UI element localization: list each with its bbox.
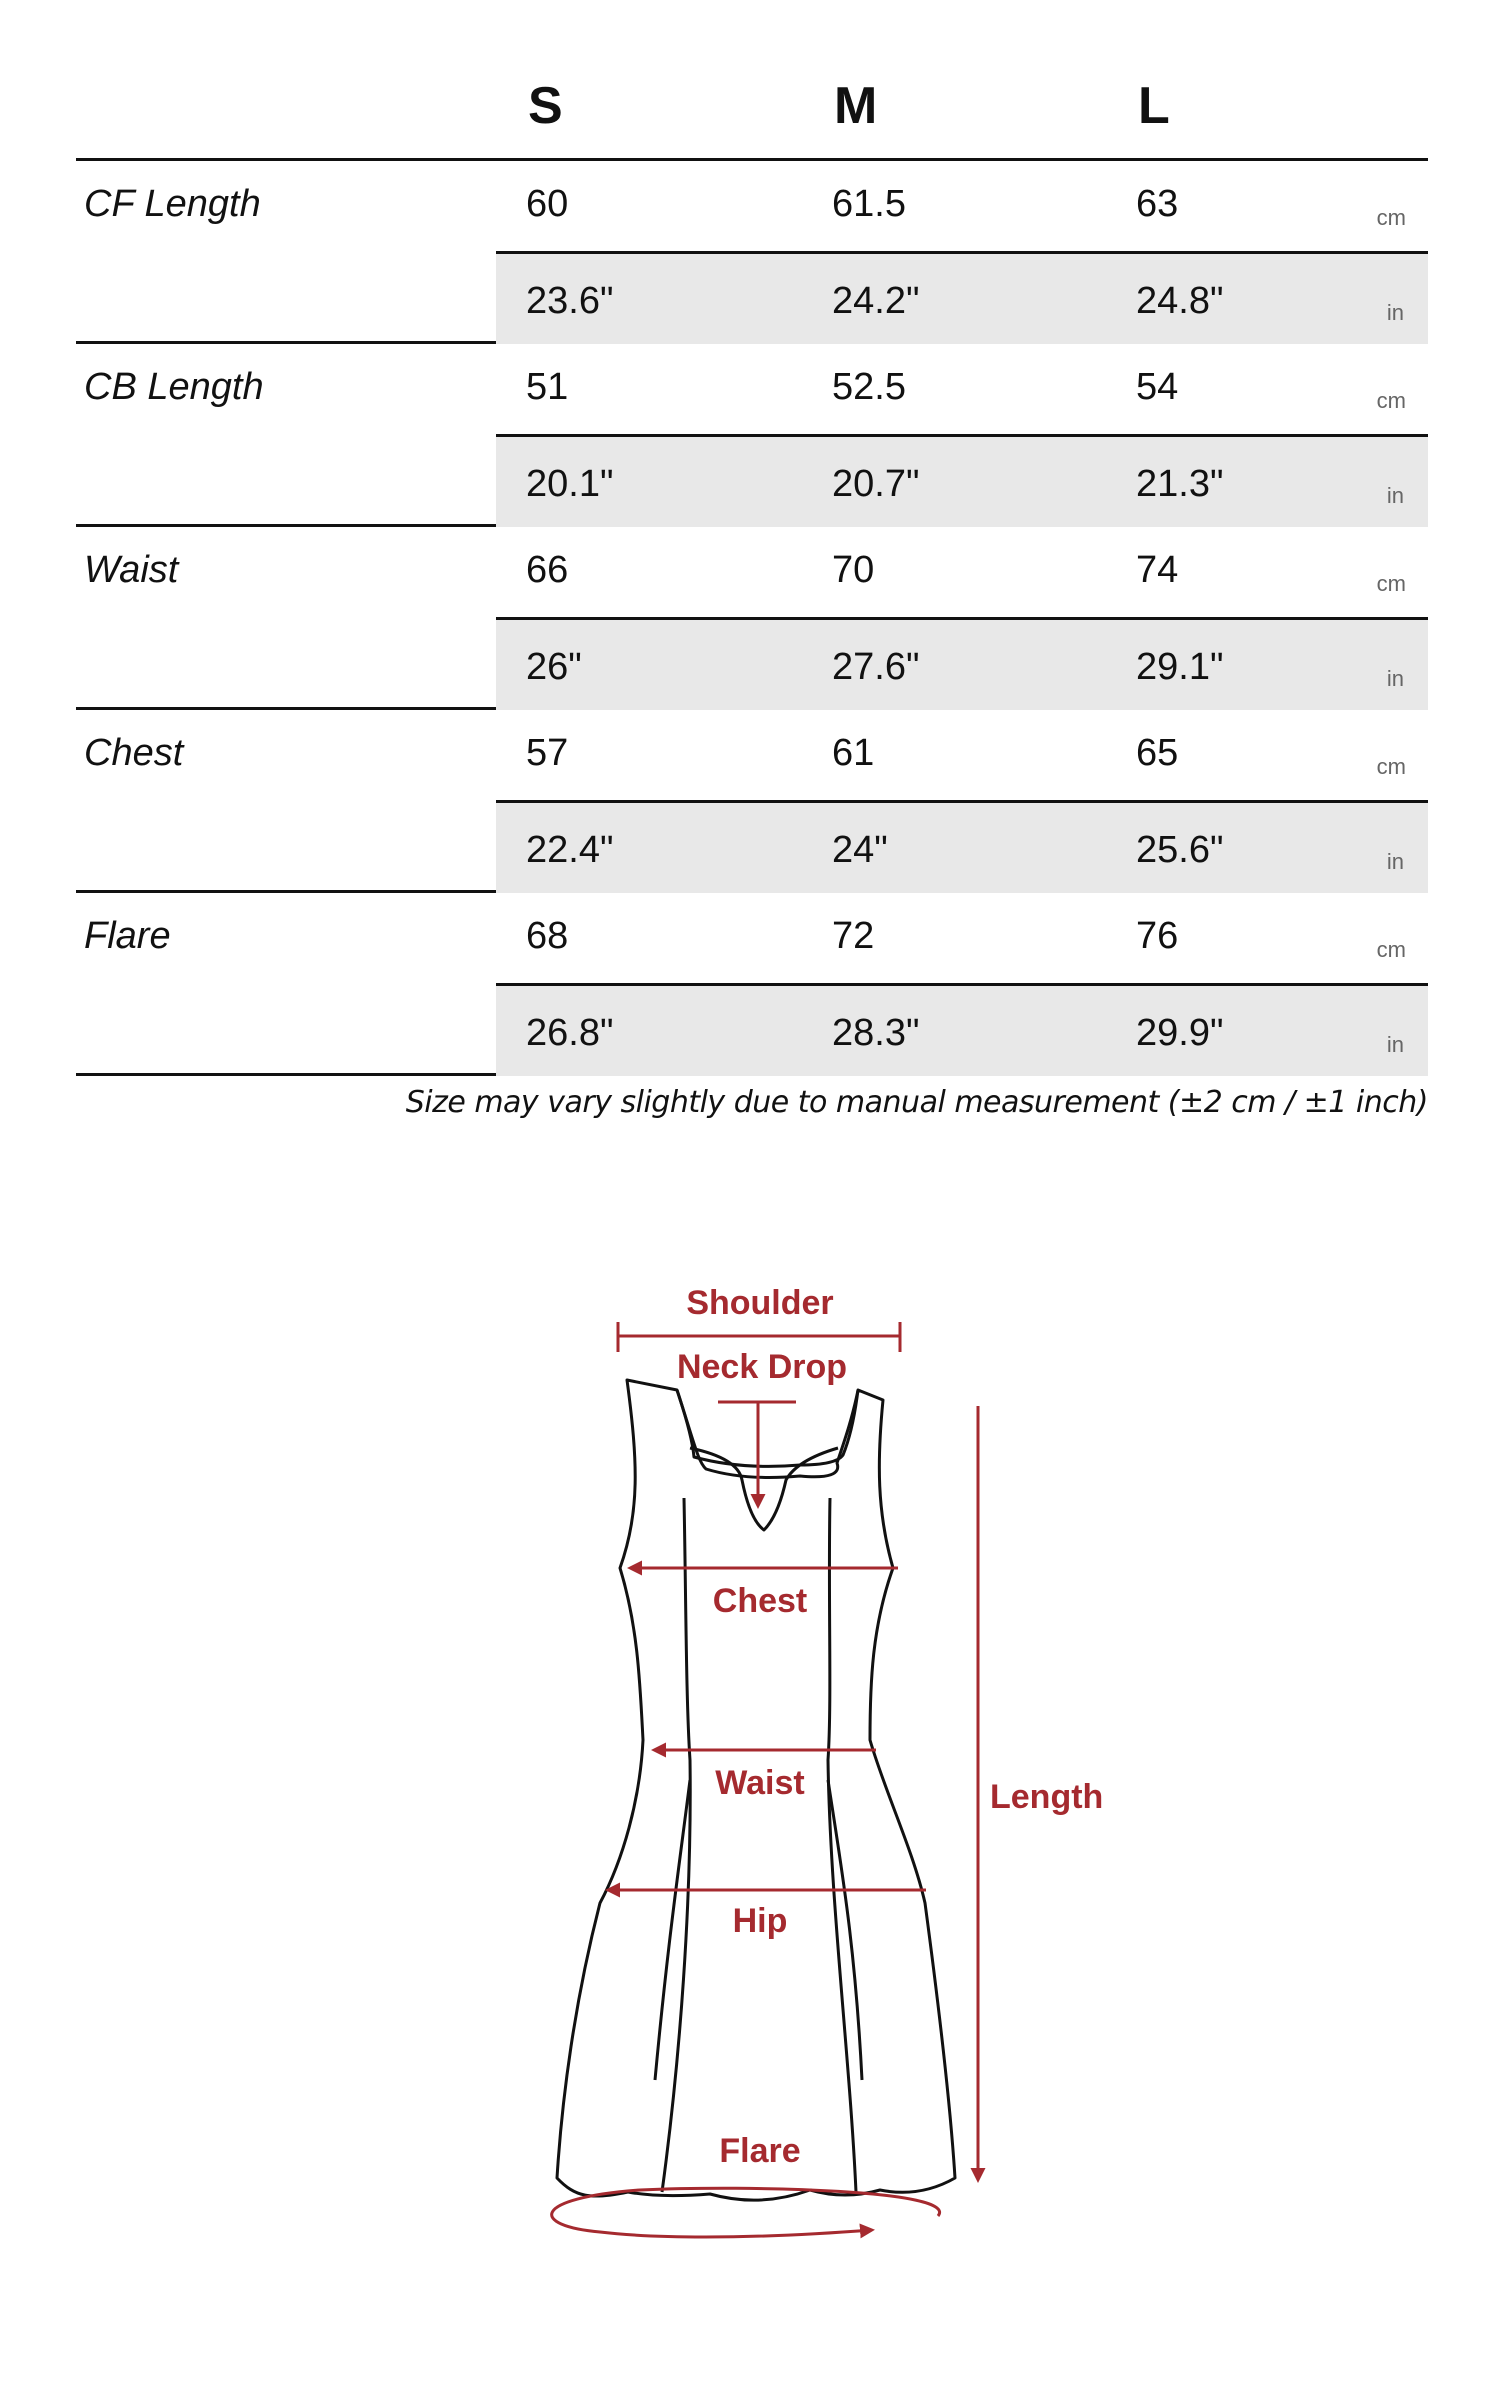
size-header-row [76,0,1428,161]
cell-s-in: 20.1" [526,463,614,505]
inch-row [496,983,1428,1076]
cell-m-in: 27.6" [832,646,920,688]
measure-label: Flare [84,915,171,957]
row-cb-length [76,344,1428,527]
unit-in: in [1386,300,1404,325]
cell-l-cm: 74 [1136,549,1179,591]
waist-label: Waist [715,1764,805,1802]
unit-in: in [1386,849,1404,874]
measure-label: CF Length [84,183,261,225]
cell-m-in: 20.7" [832,463,920,505]
measure-label: CB Length [84,366,264,408]
cell-s-in: 26.8" [526,1012,614,1054]
cell-s-in: 26" [526,646,582,688]
cell-m-in: 24" [832,829,888,871]
row-waist [76,527,1428,710]
unit-cm: cm [1376,754,1406,779]
cell-l-in: 21.3" [1136,463,1224,505]
size-l-header: L [1138,77,1170,135]
inch-row [496,434,1428,527]
shoulder-measure [618,1284,900,1352]
cell-l-in: 25.6" [1136,829,1224,871]
size-m-header: M [834,77,878,135]
inch-row [496,251,1428,344]
cell-m-in: 28.3" [832,1012,920,1054]
unit-in: in [1386,666,1404,691]
length-measure [978,1406,1103,2180]
measurement-note: Size may vary slightly due to manual measurement (±2 cm / ±1 inch) [405,1085,1428,1120]
neck-drop-measure [677,1348,847,1506]
cell-l-cm: 65 [1136,732,1179,774]
dress-measurement-diagram [0,1180,1500,2280]
cell-l-in: 29.1" [1136,646,1224,688]
inch-row [496,800,1428,893]
cm-row [76,710,1428,798]
cell-m-cm: 72 [832,915,875,957]
cell-l-cm: 63 [1136,183,1179,225]
flare-label: Flare [719,2132,801,2170]
chest-label: Chest [712,1582,808,1620]
cell-s-cm: 51 [526,366,569,408]
cell-m-cm: 61 [832,732,875,774]
cell-l-in: 24.8" [1136,280,1224,322]
cell-m-cm: 52.5 [832,366,906,408]
cell-l-in: 29.9" [1136,1012,1224,1054]
neck-drop-label: Neck Drop [676,1348,848,1386]
cell-l-cm: 54 [1136,366,1179,408]
flare-measure [552,2132,940,2237]
unit-cm: cm [1376,205,1406,230]
cell-l-cm: 76 [1136,915,1179,957]
hip-label: Hip [732,1902,788,1940]
cell-s-cm: 60 [526,183,569,225]
length-label: Length [990,1778,1104,1816]
unit-in: in [1386,483,1404,508]
cell-m-cm: 70 [832,549,875,591]
row-chest [76,710,1428,893]
unit-cm: cm [1376,937,1406,962]
cell-m-cm: 61.5 [832,183,906,225]
hip-measure [608,1890,926,1940]
unit-cm: cm [1376,571,1406,596]
inch-row [496,617,1428,710]
cell-m-in: 24.2" [832,280,920,322]
measure-label: Waist [84,549,179,591]
size-s-header: S [528,77,563,135]
cm-row [76,527,1428,615]
unit-cm: cm [1376,388,1406,413]
cell-s-cm: 57 [526,732,569,774]
row-flare [76,893,1428,1076]
cell-s-cm: 66 [526,549,569,591]
row-cf-length [76,161,1428,344]
unit-in: in [1386,1032,1404,1057]
shoulder-label: Shoulder [686,1284,834,1322]
cm-row [76,161,1428,249]
size-chart-table [76,0,1428,1076]
cm-row [76,893,1428,981]
cell-s-in: 23.6" [526,280,614,322]
chest-measure [630,1568,898,1620]
measure-label: Chest [84,732,184,774]
cell-s-cm: 68 [526,915,569,957]
cell-s-in: 22.4" [526,829,614,871]
cm-row [76,344,1428,432]
